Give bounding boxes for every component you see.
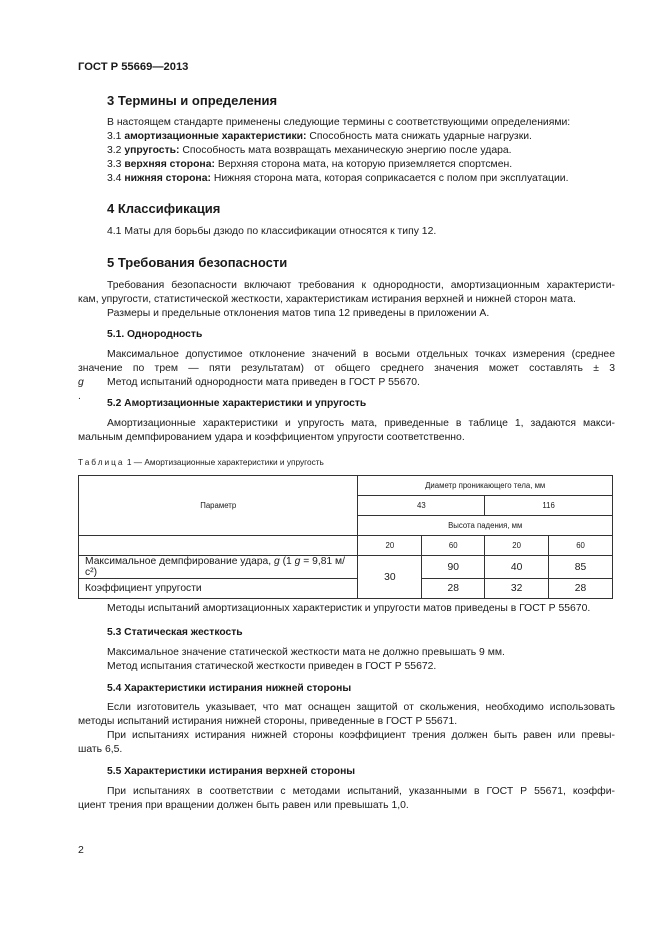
term-3-1 bbox=[107, 130, 532, 144]
term-3-4 bbox=[107, 172, 568, 186]
term-num: 3.4 bbox=[107, 173, 125, 184]
after-table-text: Методы испытаний амортизационных характеристик и упругости матов приведены в ГОСТ Р 55670. bbox=[107, 603, 591, 614]
text-segment: (1 bbox=[279, 556, 295, 567]
text-segment: . bbox=[78, 391, 81, 402]
term-name: верхняя сторона: bbox=[124, 159, 215, 170]
section-5-paragraph-2: Размеры и предельные отклонения матов типа 12 приведены в приложении А. bbox=[107, 308, 490, 319]
text-line: Требования безопасности включают требования к однородности, амортизационным характеристи- bbox=[107, 280, 615, 291]
text-line: циент трения при вращении должен быть равен или превышать 1,0. bbox=[78, 800, 409, 811]
table-caption-text: 1 — Амортизационные характеристики и упругость bbox=[124, 457, 324, 467]
table-cell: 90 bbox=[422, 556, 485, 579]
section-5-paragraph-1 bbox=[78, 279, 615, 307]
text-line: кам, упругости, статистической жесткости, характеристикам истирания верхней и нижней сторон мата. bbox=[78, 294, 576, 305]
table-cell: 32 bbox=[485, 579, 549, 599]
term-definition: Верхняя сторона мата, на которую приземляется спортсмен. bbox=[214, 159, 513, 170]
table-cell: 40 bbox=[485, 556, 549, 579]
merged-value: 30 bbox=[358, 556, 422, 599]
term-num: 3.1 bbox=[107, 131, 125, 142]
g-symbol: g bbox=[294, 556, 301, 567]
term-definition: Способность мата возвращать механическую энергию после удара. bbox=[179, 145, 512, 156]
text-line: мальным демпфированием удара и коэффициентом упругости соответственно. bbox=[78, 432, 465, 443]
table-caption-word: Таблица bbox=[78, 457, 125, 467]
term-num: 3.3 bbox=[107, 159, 125, 170]
text-line: методы испытаний истирания нижней стороны, приведенные в ГОСТ Р 55671. bbox=[78, 716, 458, 727]
subsection-5-1-method: Метод испытаний однородности мата приведен в ГОСТ Р 55670. bbox=[107, 377, 420, 388]
height-value: 60 bbox=[422, 536, 485, 556]
term-name: упругость: bbox=[124, 145, 180, 156]
term-3-3 bbox=[107, 158, 512, 172]
text-segment: значение по трем — пяти результатам) от общего среднего значения может составлять ± 3 bbox=[78, 363, 615, 374]
row-damping-label bbox=[79, 556, 358, 579]
diameter-header: Диаметр проникающего тела, мм bbox=[358, 476, 613, 496]
text-line: При испытаниях в соответствии с методами испытаний, указанными в ГОСТ Р 55671, коэффи- bbox=[107, 786, 615, 797]
term-3-2 bbox=[107, 144, 512, 158]
diameter-43: 43 bbox=[358, 496, 485, 516]
term-num: 3.2 bbox=[107, 145, 125, 156]
subsection-5-4-title: 5.4 Характеристики истирания нижней стороны bbox=[107, 683, 352, 694]
table-cell: 85 bbox=[549, 556, 613, 579]
subsection-5-2-title: 5.2 Амортизационные характеристики и упругость bbox=[107, 398, 367, 409]
section-3-title: 3 Термины и определения bbox=[107, 93, 278, 108]
subsection-5-3-title: 5.3 Статическая жесткость bbox=[107, 627, 243, 638]
table-caption bbox=[78, 457, 324, 467]
height-header: Высота падения, мм bbox=[358, 516, 613, 536]
document-id: ГОСТ Р 55669—2013 bbox=[78, 61, 189, 73]
term-definition: Нижняя сторона мата, которая соприкасается с полом при эксплуатации. bbox=[210, 173, 569, 184]
param-header: Параметр bbox=[79, 476, 358, 536]
g-symbol: g bbox=[78, 377, 84, 388]
term-name: нижняя сторона: bbox=[124, 173, 211, 184]
table-cell: 28 bbox=[422, 579, 485, 599]
height-value: 60 bbox=[549, 536, 613, 556]
subsection-5-4-text bbox=[78, 701, 615, 757]
g-symbol: g bbox=[274, 556, 280, 567]
text-line: Максимальное допустимое отклонение значений в восьми отдельных точках измерения (среднее bbox=[107, 349, 615, 360]
diameter-116: 116 bbox=[485, 496, 613, 516]
subsection-5-3-line-1: Максимальное значение статической жесткости мата не должно превышать 9 мм. bbox=[107, 647, 505, 658]
section-4-title: 4 Классификация bbox=[107, 201, 221, 216]
subsection-5-5-text bbox=[78, 785, 615, 813]
subsection-5-2-text bbox=[78, 417, 615, 445]
damping-table bbox=[78, 475, 613, 599]
subsection-5-5-title: 5.5 Характеристики истирания верхней стороны bbox=[107, 766, 356, 777]
table-cell: 28 bbox=[549, 579, 613, 599]
text-line: Если изготовитель указывает, что мат оснащен защитой от скольжения, необходимо использовать bbox=[107, 702, 615, 713]
text-segment: Максимальное демпфирование удара, bbox=[85, 556, 275, 567]
row-elasticity-label: Коэффициент упругости bbox=[79, 579, 358, 599]
text-line: шать 6,5. bbox=[78, 744, 123, 755]
height-value: 20 bbox=[485, 536, 549, 556]
term-name: амортизационные характеристики: bbox=[124, 131, 307, 142]
term-definition: Способность мата снижать ударные нагрузки. bbox=[306, 131, 532, 142]
param-spacer bbox=[79, 536, 358, 556]
text-segment: = 9,81 м/с²) bbox=[85, 556, 345, 578]
text-line: Амортизационные характеристики и упругость мата, приведенные в таблице 1, задаются макси- bbox=[107, 418, 615, 429]
section-3-intro: В настоящем стандарте применены следующие термины с соответствующими определениями: bbox=[107, 117, 571, 128]
text-line: При испытаниях истирания нижней стороны коэффициент трения должен быть равен или превы- bbox=[107, 730, 615, 741]
section-4-text: 4.1 Маты для борьбы дзюдо по классификации относятся к типу 12. bbox=[107, 226, 437, 237]
page-number: 2 bbox=[78, 844, 84, 856]
subsection-5-1-title: 5.1. Однородность bbox=[107, 329, 203, 340]
subsection-5-3-line-2: Метод испытания статической жесткости приведен в ГОСТ Р 55672. bbox=[107, 661, 437, 672]
section-5-title: 5 Требования безопасности bbox=[107, 255, 288, 270]
height-value: 20 bbox=[358, 536, 422, 556]
